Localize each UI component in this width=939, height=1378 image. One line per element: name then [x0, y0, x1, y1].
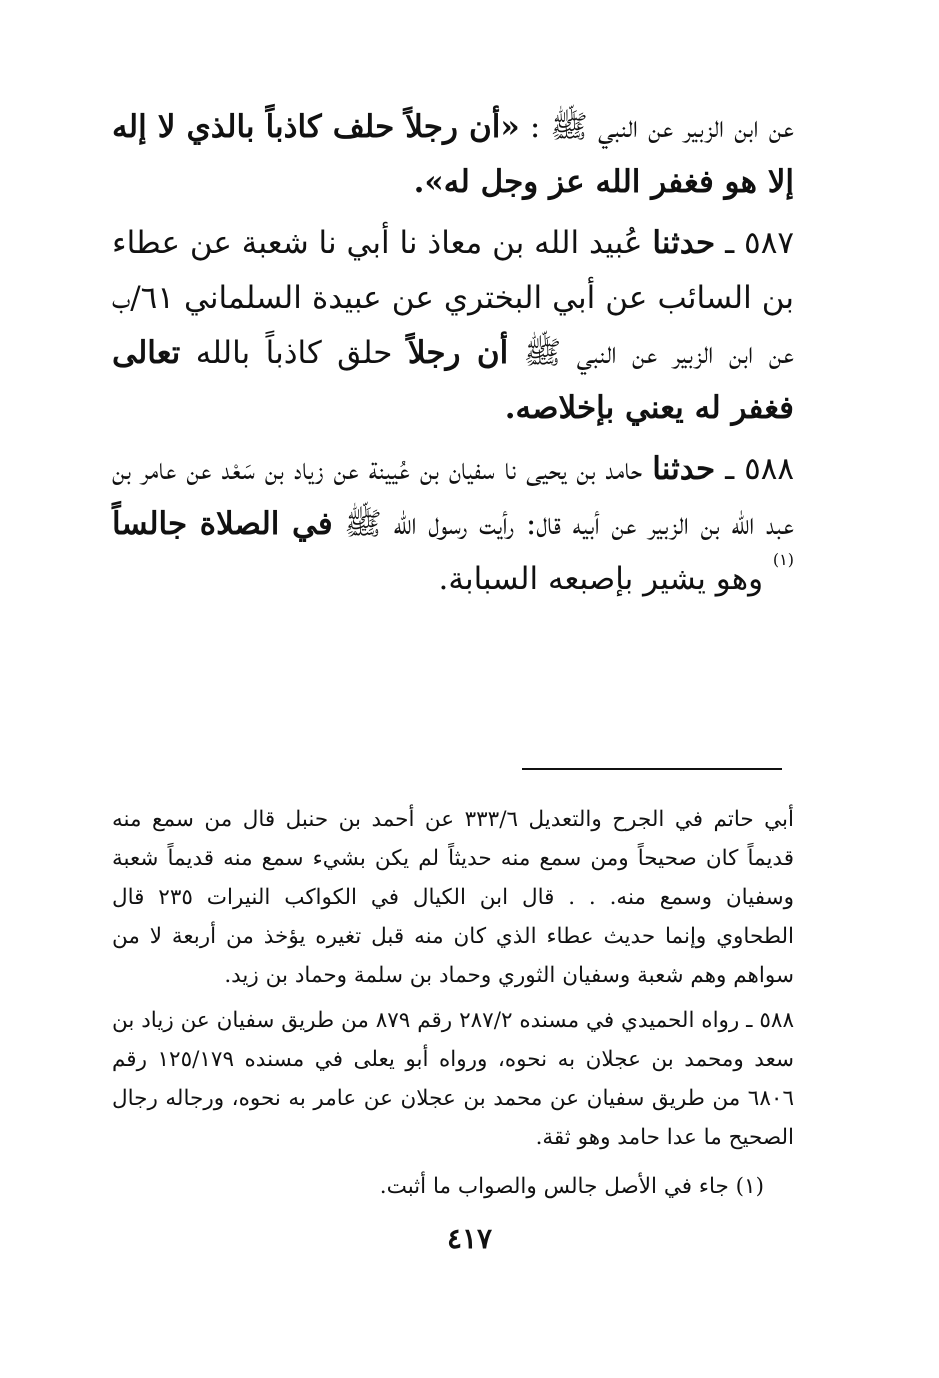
hadith-588-number: ٥٨٨ ـ	[725, 451, 795, 487]
hadith-587-text2: حلق كاذباً بالله	[180, 335, 408, 371]
note-continuation: أبي حاتم في الجرح والتعديل ٣٣٣/٦ عن أحمد بن حنبل قال من سمع منه قديماً كان صحيحاً ومن سمع منه حديثاً لم يكن بشيء سمع منه قديماً شعبة وسفيان وسمع منه. . . قال ابن الكيال في الكواكب النيرات ٢٣٥ قال الطحاوي وإنما حديث عطاء الذي كان منه قبل تغيره يؤخذ من أربعة لا من سواهم وهم شعبة وسفيان الثوري وحماد بن سلمة وحماد بن زيد.	[112, 807, 795, 988]
hadith-588-bold: في الصلاة جالساً	[112, 506, 333, 542]
hadith-587-haddathana: حدثنا	[652, 225, 716, 261]
p1-text: عن ابن الزبير عن النبي ﷺ :	[519, 109, 795, 145]
page-number: ٤١٧	[446, 1222, 493, 1255]
hadith-587-bold: أن رجلاً	[407, 335, 509, 371]
hadith-588-text1: حامد بن يحيى نا سفيان بن عُيينة عن زياد بن سَعْد عن عامر بن عبد الله بن الزبير عن أبيه قال: رأيت رسول الله ﷺ	[112, 451, 794, 542]
hadith-588-text2: وهو يشير بإصبعه السبابة.	[438, 561, 773, 597]
hadith-587-number: ٥٨٧ ـ	[725, 225, 794, 261]
hadith-continuation	[112, 100, 794, 210]
note-588: ٥٨٨ ـ رواه الحميدي في مسنده ٢٨٧/٢ رقم ٨٧٩ من طريق سفيان عن زياد بن سعد ومحمد بن عجلان به نحوه، ورواه أبو يعلى في مسنده ١٢٥/١٧٩ رقم ٦٨٠٦ من طريق سفيان عن محمد بن عجلان عن عامر به نحوه، ورجاله رجال الصحيح ما عدا حامد وهو ثقة.	[112, 1008, 794, 1150]
hadith-587-text1: عُبيد الله بن معاذ نا أبي نا شعبة عن عطاء بن السائب عن أبي البختري عن عبيدة السلماني ٦١/ب عن ابن الزبير عن النبي ﷺ	[112, 225, 794, 371]
hadith-588-haddathana: حدثنا	[652, 451, 716, 487]
p1-bold-text: «أن رجلاً حلف كاذباً بالذي لا إله إلا هو فغفر الله عز وجل له».	[112, 109, 794, 200]
footnote-1: (١) جاء في الأصل جالس والصواب ما أثبت.	[379, 1174, 764, 1199]
footnote-ref-1: (١)	[772, 550, 794, 569]
footnotes	[112, 800, 794, 1212]
main-text	[112, 100, 794, 613]
hadith-588	[112, 442, 794, 607]
hadith-587-bold2: تعالى فغفر له يعني بإخلاصه.	[112, 335, 794, 426]
hadith-587	[112, 216, 794, 436]
footnote-divider	[522, 768, 782, 770]
